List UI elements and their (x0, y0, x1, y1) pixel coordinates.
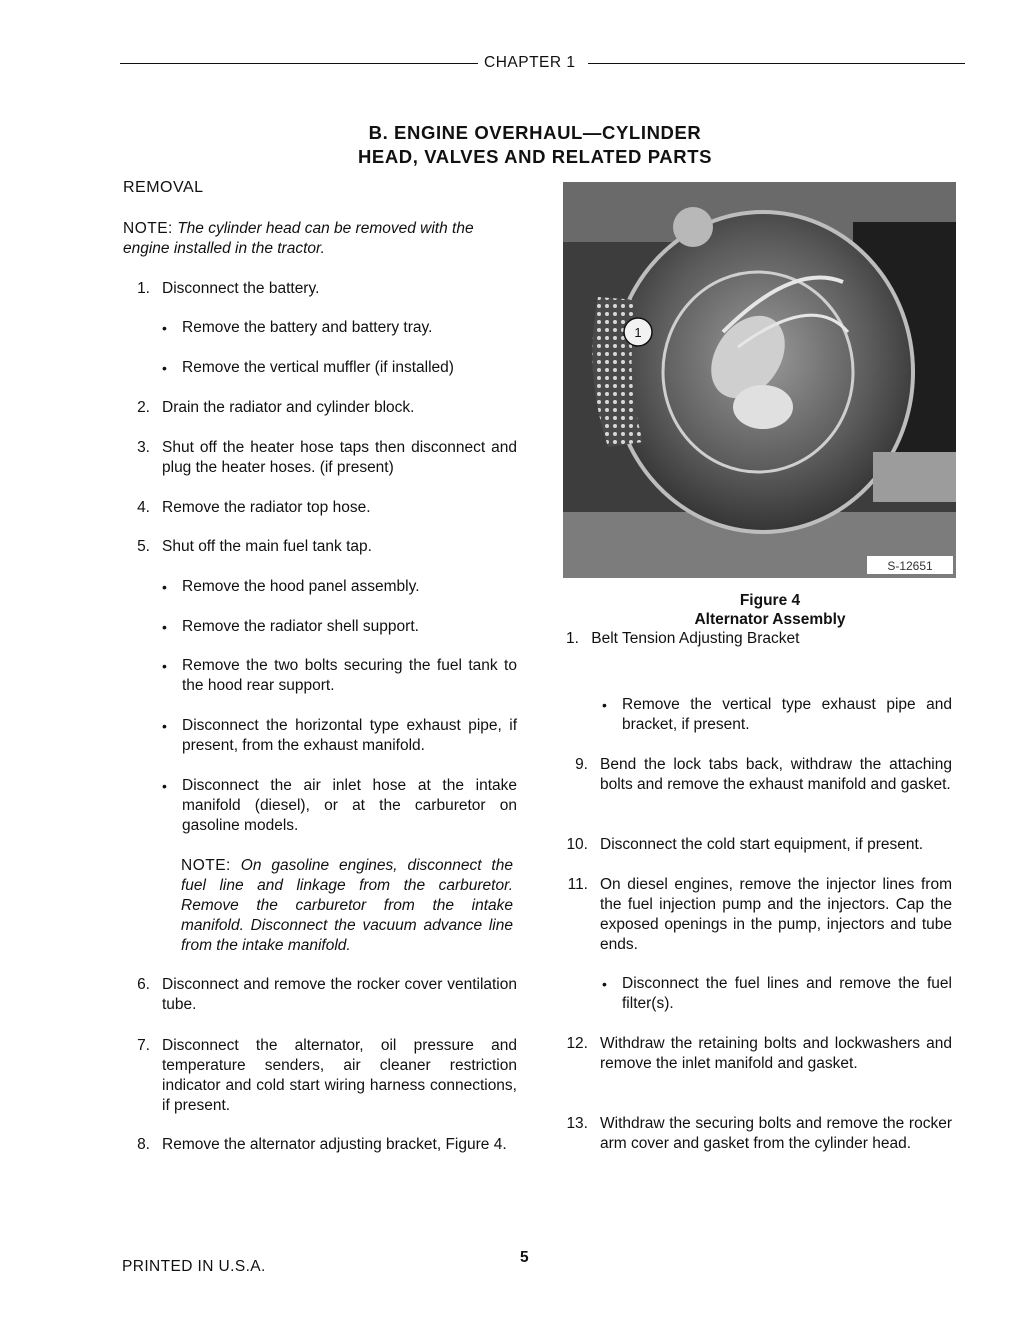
bullet-dot: • (602, 976, 607, 992)
step-number: 1. (137, 280, 150, 297)
note-label: NOTE: (181, 857, 231, 874)
bullet-text: Disconnect the horizontal type exhaust pipe, if present, from the exhaust manifold. (182, 717, 517, 754)
figure-legend-number: 1. (566, 630, 579, 647)
note-cylinder-head (123, 219, 518, 259)
page-number: 5 (520, 1249, 529, 1266)
figure-subtitle: Alternator Assembly (694, 611, 846, 628)
step-text: Disconnect and remove the rocker cover ventilation tube. (162, 976, 517, 1013)
photo-code: S-12651 (887, 559, 933, 573)
printed-in-footer: PRINTED IN U.S.A. (122, 1258, 266, 1275)
bullet-text: Remove the radiator shell support. (182, 618, 419, 635)
note-label: NOTE: (123, 220, 173, 237)
section-title-line1: B. ENGINE OVERHAUL—CYLINDER (368, 122, 702, 143)
step-text: Shut off the heater hose taps then disconnect and plug the heater hoses. (if present) (162, 439, 517, 476)
bullet-dot: • (162, 658, 167, 674)
bullet-dot: • (602, 697, 607, 713)
bullet-dot: • (162, 360, 167, 376)
step-text: Remove the radiator top hose. (162, 499, 371, 516)
step-text: Disconnect the battery. (162, 280, 320, 297)
alternator-photo (563, 182, 956, 578)
step-number: 2. (137, 399, 150, 416)
figure-legend-item (566, 629, 866, 649)
bullet-text: Disconnect the fuel lines and remove the fuel filter(s). (622, 975, 952, 1012)
bullet-text: Remove the vertical muffler (if installed) (182, 359, 454, 376)
callout-1: 1 (634, 325, 642, 340)
step-number: 12. (566, 1035, 588, 1052)
section-title (300, 121, 770, 169)
step-number: 9. (575, 756, 588, 773)
step-text: Withdraw the retaining bolts and lockwashers and remove the inlet manifold and gasket. (600, 1035, 952, 1072)
bullet-dot: • (162, 718, 167, 734)
figure-legend-text: Belt Tension Adjusting Bracket (591, 630, 800, 647)
step-text: On diesel engines, remove the injector lines from the fuel injection pump and the injectors. Cap the exposed openings in the pump, injectors and tube ends. (600, 876, 952, 953)
bullet-dot: • (162, 320, 167, 336)
section-title-line2: HEAD, VALVES AND RELATED PARTS (357, 146, 713, 167)
step-text: Bend the lock tabs back, withdraw the attaching bolts and remove the exhaust manifold and gasket. (600, 756, 952, 793)
step-text: Remove the alternator adjusting bracket, Figure 4. (162, 1136, 507, 1153)
chapter-label: CHAPTER 1 (484, 54, 576, 71)
step-text: Withdraw the securing bolts and remove the rocker arm cover and gasket from the cylinder head. (600, 1115, 952, 1152)
header-rule-left (120, 63, 478, 64)
bullet-text: Remove the vertical type exhaust pipe and bracket, if present. (622, 696, 952, 733)
subsection-heading: REMOVAL (123, 179, 204, 196)
step-text: Shut off the main fuel tank tap. (162, 538, 372, 555)
bullet-text: Remove the hood panel assembly. (182, 578, 420, 595)
alternator-photo-graphic (563, 182, 956, 578)
note-text: The cylinder head can be removed with the engine installed in the tractor. (123, 220, 474, 257)
bullet-text: Remove the battery and battery tray. (182, 319, 433, 336)
bullet-dot: • (162, 579, 167, 595)
note-text: On gasoline engines, disconnect the fuel line and linkage from the carburetor. Remove the carburetor from the intake manifold. Disconnect the vacuum advance line from the intake manifold. (181, 857, 513, 954)
bullet-dot: • (162, 778, 167, 794)
step-text: Disconnect the alternator, oil pressure and temperature senders, air cleaner restriction indicator and cold start wiring harness connections, if present. (162, 1037, 517, 1114)
figure-title: Figure 4 (739, 592, 801, 609)
bullet-text: Remove the two bolts securing the fuel tank to the hood rear support. (182, 657, 517, 694)
note-gasoline (181, 856, 513, 956)
step-text: Drain the radiator and cylinder block. (162, 399, 415, 416)
header-rule-right (588, 63, 965, 64)
step-number: 5. (137, 538, 150, 555)
step-number: 4. (137, 499, 150, 516)
bullet-dot: • (162, 619, 167, 635)
step-number: 3. (137, 439, 150, 456)
step-number: 7. (137, 1037, 150, 1054)
step-number: 6. (137, 976, 150, 993)
step-number: 13. (566, 1115, 588, 1132)
step-text: Disconnect the cold start equipment, if present. (600, 836, 924, 853)
chapter-header (120, 52, 965, 70)
step-number: 8. (137, 1136, 150, 1153)
step-number: 10. (566, 836, 588, 853)
step-number: 11. (567, 876, 588, 893)
bullet-text: Disconnect the air inlet hose at the intake manifold (diesel), or at the carburetor on gasoline models. (182, 777, 517, 834)
